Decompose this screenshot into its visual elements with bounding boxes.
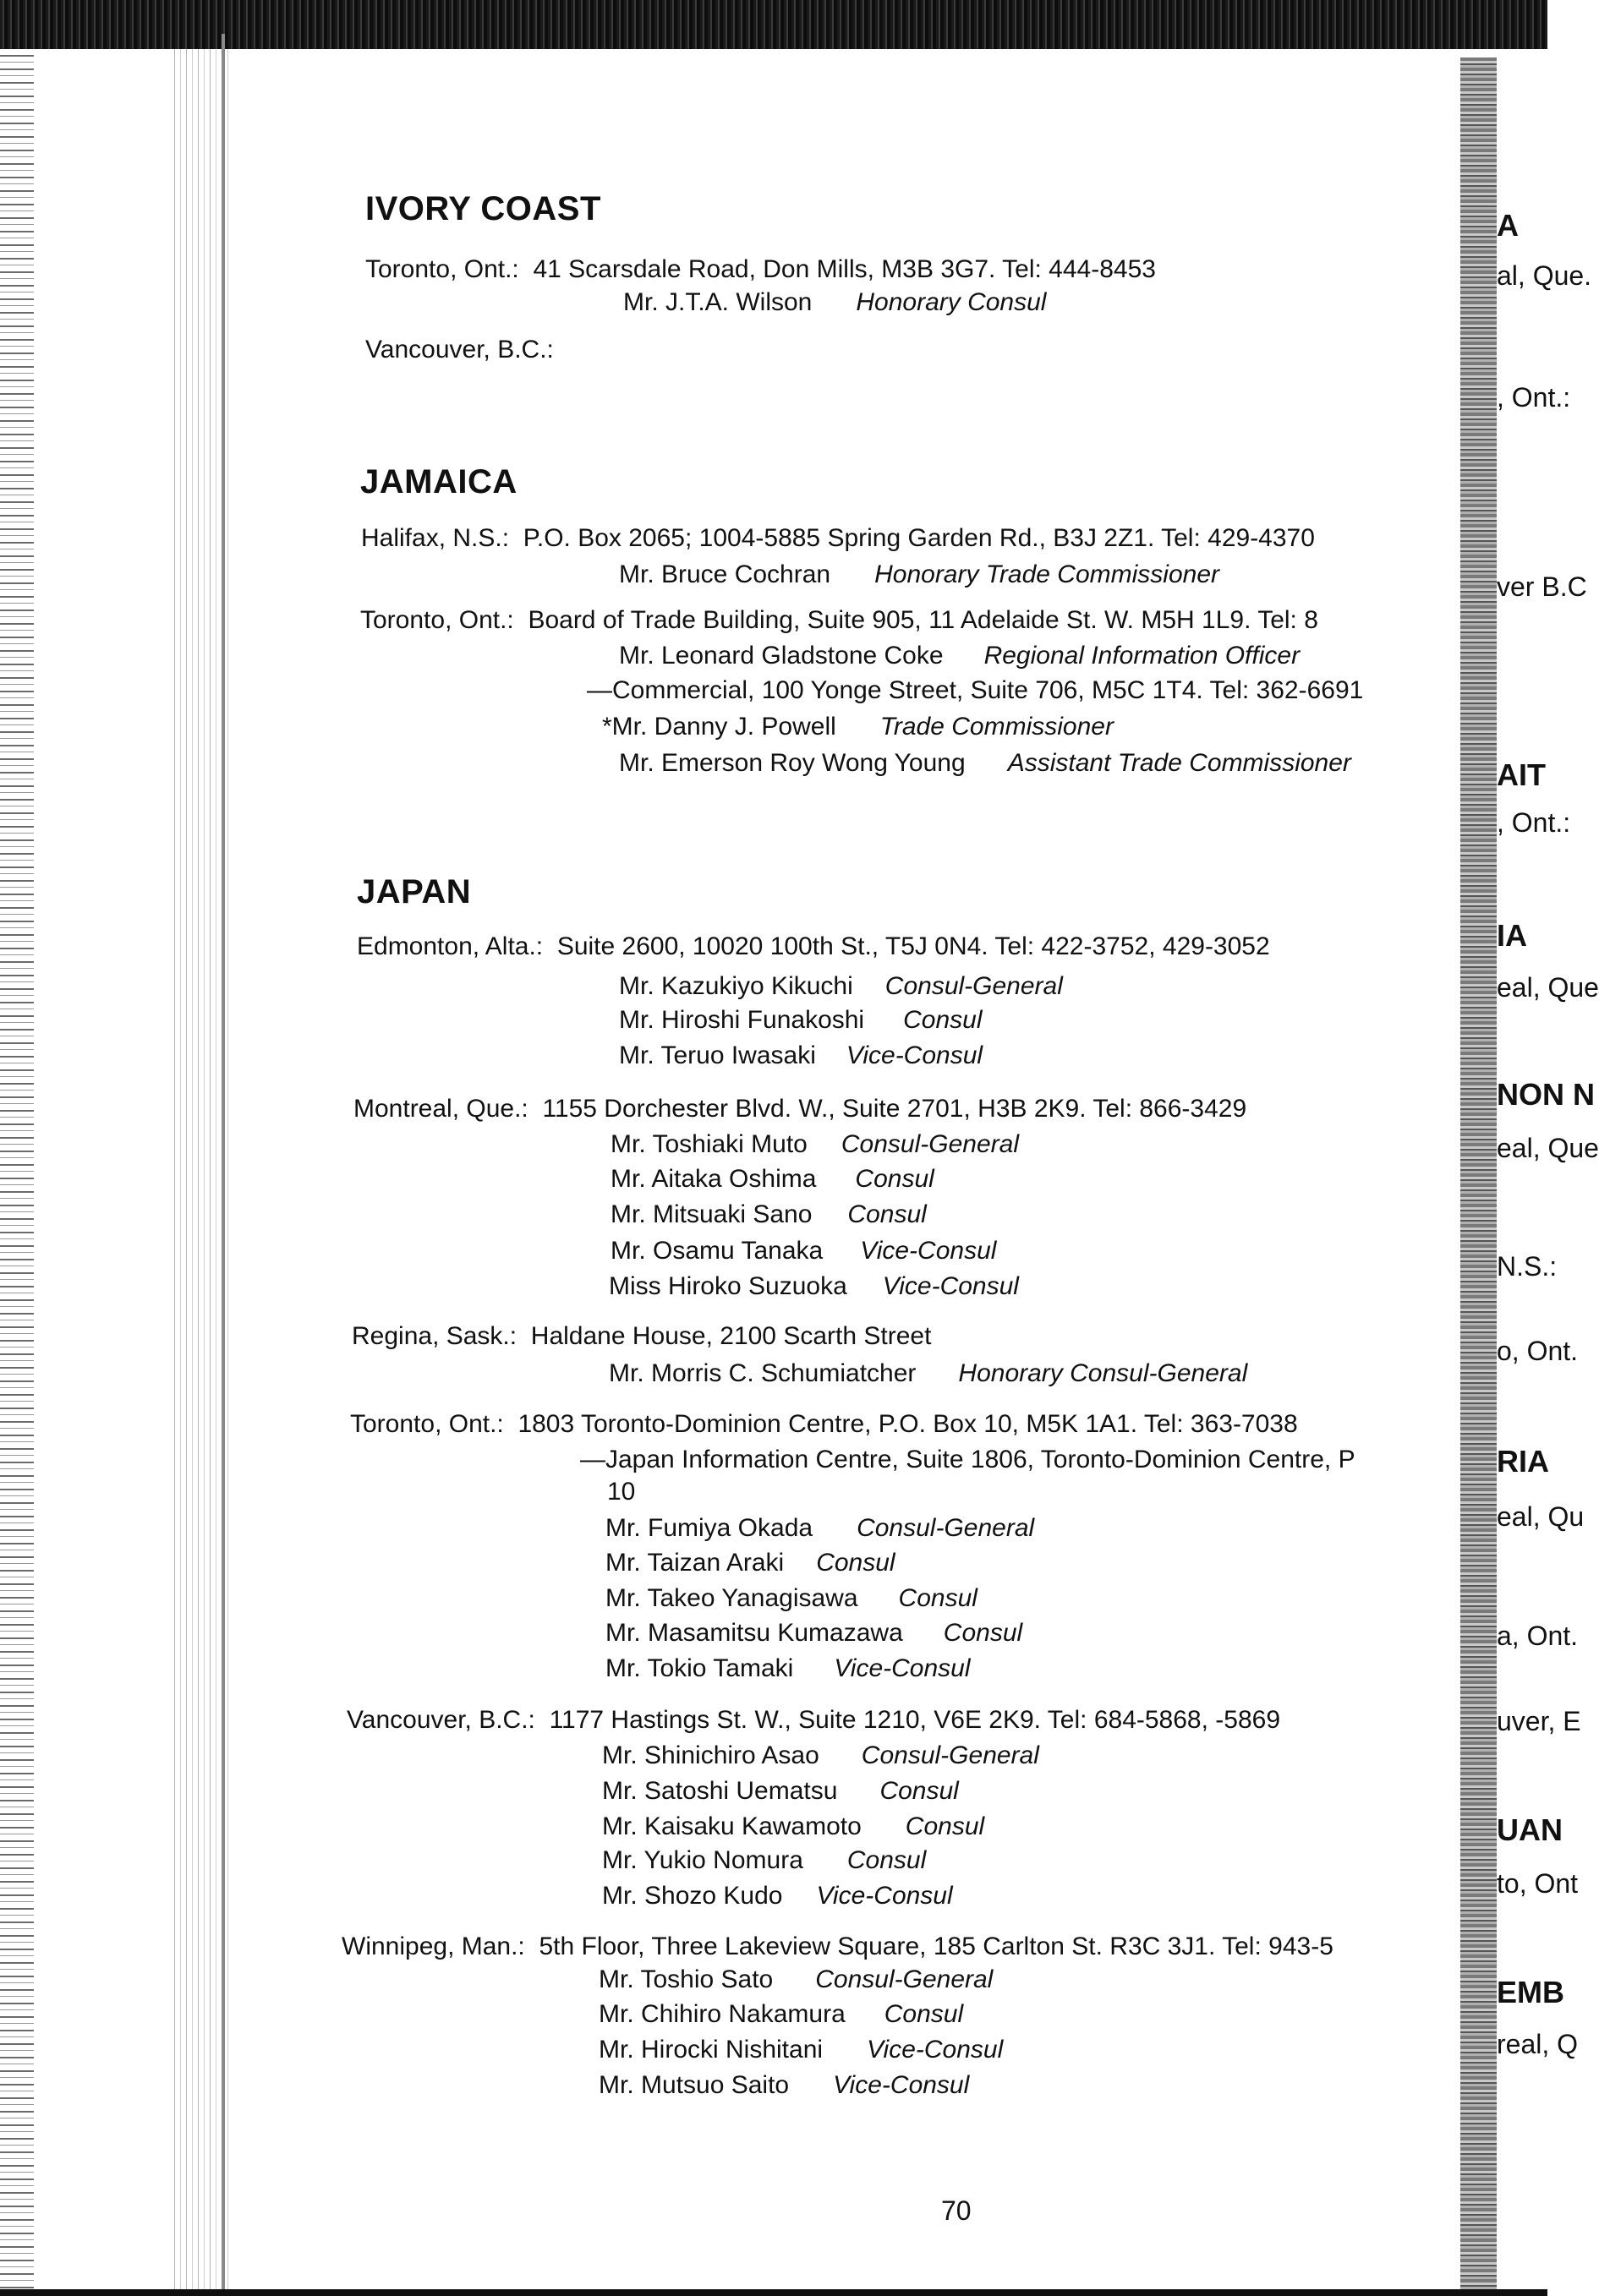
official-line [611, 1237, 996, 1266]
official-title: Consul-General [841, 1130, 1019, 1158]
address-line [361, 524, 1315, 553]
country-heading: JAMAICA [360, 463, 517, 500]
scan-bottom-border [0, 2289, 1547, 2296]
address: 1803 Toronto-Dominion Centre, P.O. Box 10, M5K 1A1. Tel: 363-7038 [517, 1410, 1298, 1438]
official-line [602, 1741, 1039, 1770]
adjacent-page-fragments [1497, 0, 1599, 2296]
official-line [609, 1359, 1247, 1388]
official-line [619, 642, 1300, 670]
fragment: A [1497, 208, 1519, 243]
official-name: Mr. Aitaka Oshima [611, 1165, 817, 1193]
official-name: Mr. Shozo Kudo [602, 1882, 783, 1910]
official-line [605, 1514, 1034, 1543]
official-line [599, 2036, 1003, 2064]
official-line [619, 1006, 983, 1035]
official-title: Consul [816, 1549, 895, 1577]
fragment: eal, Qu [1497, 1501, 1585, 1532]
fragment: IA [1497, 918, 1527, 953]
official-line [602, 713, 1114, 741]
address-line [357, 932, 1270, 961]
official-title: Consul [903, 1006, 983, 1034]
fragment: uver, E [1497, 1706, 1581, 1736]
official-title: Vice-Consul [867, 2036, 1004, 2064]
address-line [365, 336, 554, 364]
official-line [602, 1882, 953, 1911]
city-label: Regina, Sask.: [352, 1322, 517, 1350]
official-name: Mr. Bruce Cochran [619, 560, 831, 588]
official-title: Consul-General [815, 1965, 994, 1993]
official-name: Mr. Leonard Gladstone Coke [619, 642, 944, 670]
official-title: Vice-Consul [846, 1041, 983, 1069]
address: Board of Trade Building, Suite 905, 11 Adelaide St. W. M5H 1L9. Tel: 8 [528, 606, 1318, 634]
official-title: Vice-Consul [834, 1654, 971, 1682]
address: 1177 Hastings St. W., Suite 1210, V6E 2K9. Tel: 684-5868, -5869 [549, 1706, 1281, 1734]
official-name: Mr. Mitsuaki Sano [611, 1200, 813, 1228]
fragment: to, Ont [1497, 1868, 1579, 1899]
official-name: Mr. Yukio Nomura [602, 1846, 803, 1874]
fragment: a, Ont. [1497, 1621, 1579, 1651]
official-title: Assistant Trade Commissioner [1007, 749, 1351, 777]
official-line [599, 2000, 963, 2029]
country-heading: JAPAN [357, 873, 472, 910]
official-name: Mr. Morris C. Schumiatcher [609, 1359, 917, 1387]
address: 5th Floor, Three Lakeview Square, 185 Carlton St. R3C 3J1. Tel: 943-5 [539, 1932, 1333, 1960]
official-name: Mr. Osamu Tanaka [611, 1237, 824, 1265]
address: Haldane House, 2100 Scarth Street [530, 1322, 932, 1350]
address-line [365, 255, 1156, 284]
official-title: Honorary Consul-General [958, 1359, 1248, 1387]
official-line [605, 1654, 971, 1683]
official-title: Consul-General [884, 972, 1063, 1000]
fragment: real, Q [1497, 2029, 1579, 2059]
address-line [350, 1410, 1298, 1439]
official-line [623, 288, 1046, 317]
official-title: Consul [855, 1165, 934, 1193]
official-name: Mr. Takeo Yanagisawa [605, 1584, 858, 1612]
official-line [599, 2071, 969, 2100]
address-line [353, 1095, 1246, 1123]
official-line [605, 1549, 895, 1577]
official-line [602, 1777, 959, 1806]
official-title: Consul [846, 1846, 927, 1874]
official-title: Consul-General [861, 1741, 1039, 1769]
official-line [609, 1272, 1019, 1301]
fragment: UAN [1497, 1812, 1563, 1847]
sub-address-line: —Japan Information Centre, Suite 1806, Toronto-Dominion Centre, P [580, 1446, 1355, 1473]
official-name: Mr. Mutsuo Saito [599, 2071, 790, 2099]
city-label: Edmonton, Alta.: [357, 932, 544, 960]
city-label: Vancouver, B.C.: [365, 336, 554, 364]
official-title: Consul [879, 1777, 959, 1805]
official-name: Mr. Taizan Araki [605, 1549, 785, 1577]
official-title: Vice-Consul [833, 2071, 970, 2099]
official-line [611, 1130, 1019, 1159]
city-label: Toronto, Ont.: [350, 1410, 504, 1438]
official-line [619, 749, 1351, 778]
official-line [605, 1584, 977, 1613]
official-name: Mr. Hiroshi Funakoshi [619, 1006, 865, 1034]
official-name: Mr. Emerson Roy Wong Young [619, 749, 966, 777]
fragment: AIT [1497, 757, 1546, 792]
official-title: Regional Information Officer [983, 642, 1301, 670]
address: Suite 2600, 10020 100th St., T5J 0N4. Tel: 422-3752, 429-3052 [556, 932, 1270, 960]
official-line [611, 1165, 934, 1194]
official-name: Mr. Kazukiyo Kikuchi [619, 972, 853, 1000]
official-name: Mr. Toshiaki Muto [611, 1130, 808, 1158]
address: P.O. Box 2065; 1004-5885 Spring Garden Rd., B3J 2Z1. Tel: 429-4370 [523, 524, 1315, 552]
fragment: N.S.: [1497, 1251, 1558, 1282]
official-name: Mr. Hirocki Nishitani [599, 2036, 824, 2064]
official-title: Honorary Consul [856, 288, 1047, 316]
official-title: Trade Commissioner [879, 713, 1114, 741]
address-line [347, 1706, 1280, 1735]
fragment: eal, Que [1497, 972, 1599, 1003]
official-line [599, 1965, 993, 1994]
official-title: Vice-Consul [816, 1882, 953, 1910]
official-title: Consul [898, 1584, 977, 1612]
official-line [619, 1041, 983, 1070]
official-name: Mr. Chihiro Nakamura [599, 2000, 846, 2028]
address: 41 Scarsdale Road, Don Mills, M3B 3G7. Tel: 444-8453 [533, 255, 1156, 283]
city-label: Montreal, Que.: [353, 1095, 528, 1123]
official-name: *Mr. Danny J. Powell [602, 713, 836, 741]
official-line [619, 972, 1063, 1001]
fragment: ver B.C [1497, 571, 1587, 602]
official-line [602, 1812, 984, 1841]
official-title: Consul [884, 2000, 964, 2028]
city-label: Toronto, Ont.: [365, 255, 519, 283]
official-line [619, 560, 1219, 589]
official-title: Vice-Consul [860, 1237, 997, 1265]
address: 1155 Dorchester Blvd. W., Suite 2701, H3B 2K9. Tel: 866-3429 [542, 1095, 1247, 1123]
city-label: Halifax, N.S.: [361, 524, 510, 552]
address-line [360, 606, 1318, 635]
page-number: 70 [941, 2195, 972, 2226]
city-label: Toronto, Ont.: [360, 606, 514, 634]
fragment: al, Que. [1497, 260, 1592, 291]
official-name: Mr. Satoshi Uematsu [602, 1777, 838, 1805]
city-label: Vancouver, B.C.: [347, 1706, 535, 1734]
official-name: Mr. J.T.A. Wilson [623, 288, 813, 316]
official-line [605, 1619, 1022, 1648]
fragment: o, Ont. [1497, 1336, 1579, 1366]
official-title: Honorary Trade Commissioner [874, 560, 1219, 588]
city-label: Winnipeg, Man.: [342, 1932, 525, 1960]
official-name: Mr. Toshio Sato [599, 1965, 774, 1993]
official-name: Mr. Masamitsu Kumazawa [605, 1619, 903, 1647]
address-line [342, 1932, 1333, 1961]
sub-address-continuation: 10 [607, 1478, 636, 1506]
fragment: , Ont.: [1497, 807, 1571, 838]
fragment: NON N [1497, 1077, 1595, 1112]
official-name: Mr. Kaisaku Kawamoto [602, 1812, 862, 1840]
fragment: RIA [1497, 1444, 1549, 1479]
official-title: Consul [943, 1619, 1023, 1647]
sub-address-line: —Commercial, 100 Yonge Street, Suite 706, M5C 1T4. Tel: 362-6691 [587, 676, 1364, 704]
official-title: Vice-Consul [882, 1272, 1019, 1300]
fragment: , Ont.: [1497, 382, 1571, 413]
official-name: Mr. Teruo Iwasaki [619, 1041, 816, 1069]
fragment: eal, Que [1497, 1133, 1599, 1163]
official-line [602, 1846, 926, 1875]
country-heading: IVORY COAST [365, 190, 601, 227]
official-title: Consul [905, 1812, 985, 1840]
fragment: EMB [1497, 1975, 1564, 2009]
official-name: Miss Hiroko Suzuoka [609, 1272, 847, 1300]
address-line [352, 1322, 931, 1351]
official-line [611, 1200, 927, 1229]
official-name: Mr. Tokio Tamaki [605, 1654, 794, 1682]
official-title: Consul-General [857, 1514, 1035, 1542]
official-name: Mr. Shinichiro Asao [602, 1741, 819, 1769]
official-title: Consul [847, 1200, 927, 1228]
official-name: Mr. Fumiya Okada [605, 1514, 813, 1542]
adjacent-page-edge [1460, 57, 1497, 2289]
